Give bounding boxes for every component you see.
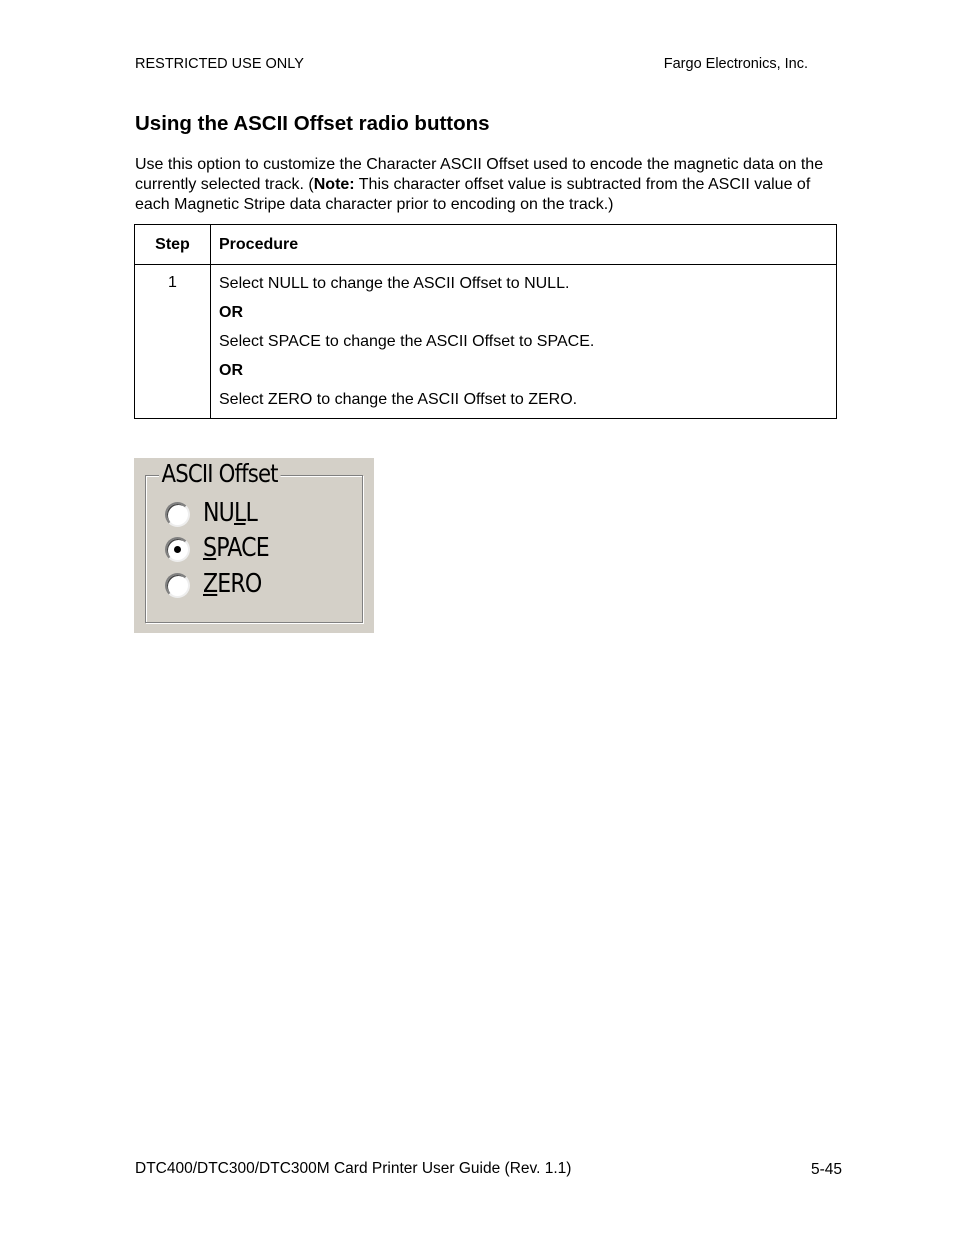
step-column-header: Step [135,225,211,265]
table-header-row [135,225,837,265]
radio-button-zero[interactable] [165,573,190,598]
procedure-or: OR [219,362,243,379]
radio-button-null[interactable] [165,502,190,527]
note-label: Note: [313,176,355,193]
intro-text-1: Use this option to customize the Character ASCII Offset used to encode the magnetic data on the currently selected track. ( [135,156,824,193]
radio-label-zero: ZERO [203,569,262,599]
ascii-offset-group-label: ASCII Offset [159,459,280,488]
header-left: RESTRICTED USE ONLY [135,56,304,72]
intro-paragraph [135,155,835,215]
procedure-column-header: Procedure [211,225,837,265]
procedure-table [134,224,837,419]
procedure-or: OR [219,304,243,321]
table-row [135,265,837,419]
step-number: 1 [135,265,211,419]
radio-button-space[interactable] [165,537,190,562]
radio-label-null: NULL [203,498,257,528]
section-title: Using the ASCII Offset radio buttons [135,112,490,135]
procedure-line: Select NULL to change the ASCII Offset to NULL. [219,275,570,292]
procedure-line: Select ZERO to change the ASCII Offset to ZERO. [219,391,578,408]
header-right: Fargo Electronics, Inc. [663,56,808,72]
radio-label-space: SPACE [203,533,269,563]
procedure-line: Select SPACE to change the ASCII Offset to SPACE. [219,333,595,350]
procedure-cell [211,265,837,419]
page-number: 5-45 [810,1161,842,1178]
radio-selected-dot [174,546,181,553]
footer-left: DTC400/DTC300/DTC300M Card Printer User Guide (Rev. 1.1) [135,1160,572,1177]
intro-text-2: This character offset value is subtracted from the ASCII value of each Magnetic Stripe data character prior to encoding on the track.) [135,176,811,213]
ascii-offset-screenshot [134,458,374,633]
